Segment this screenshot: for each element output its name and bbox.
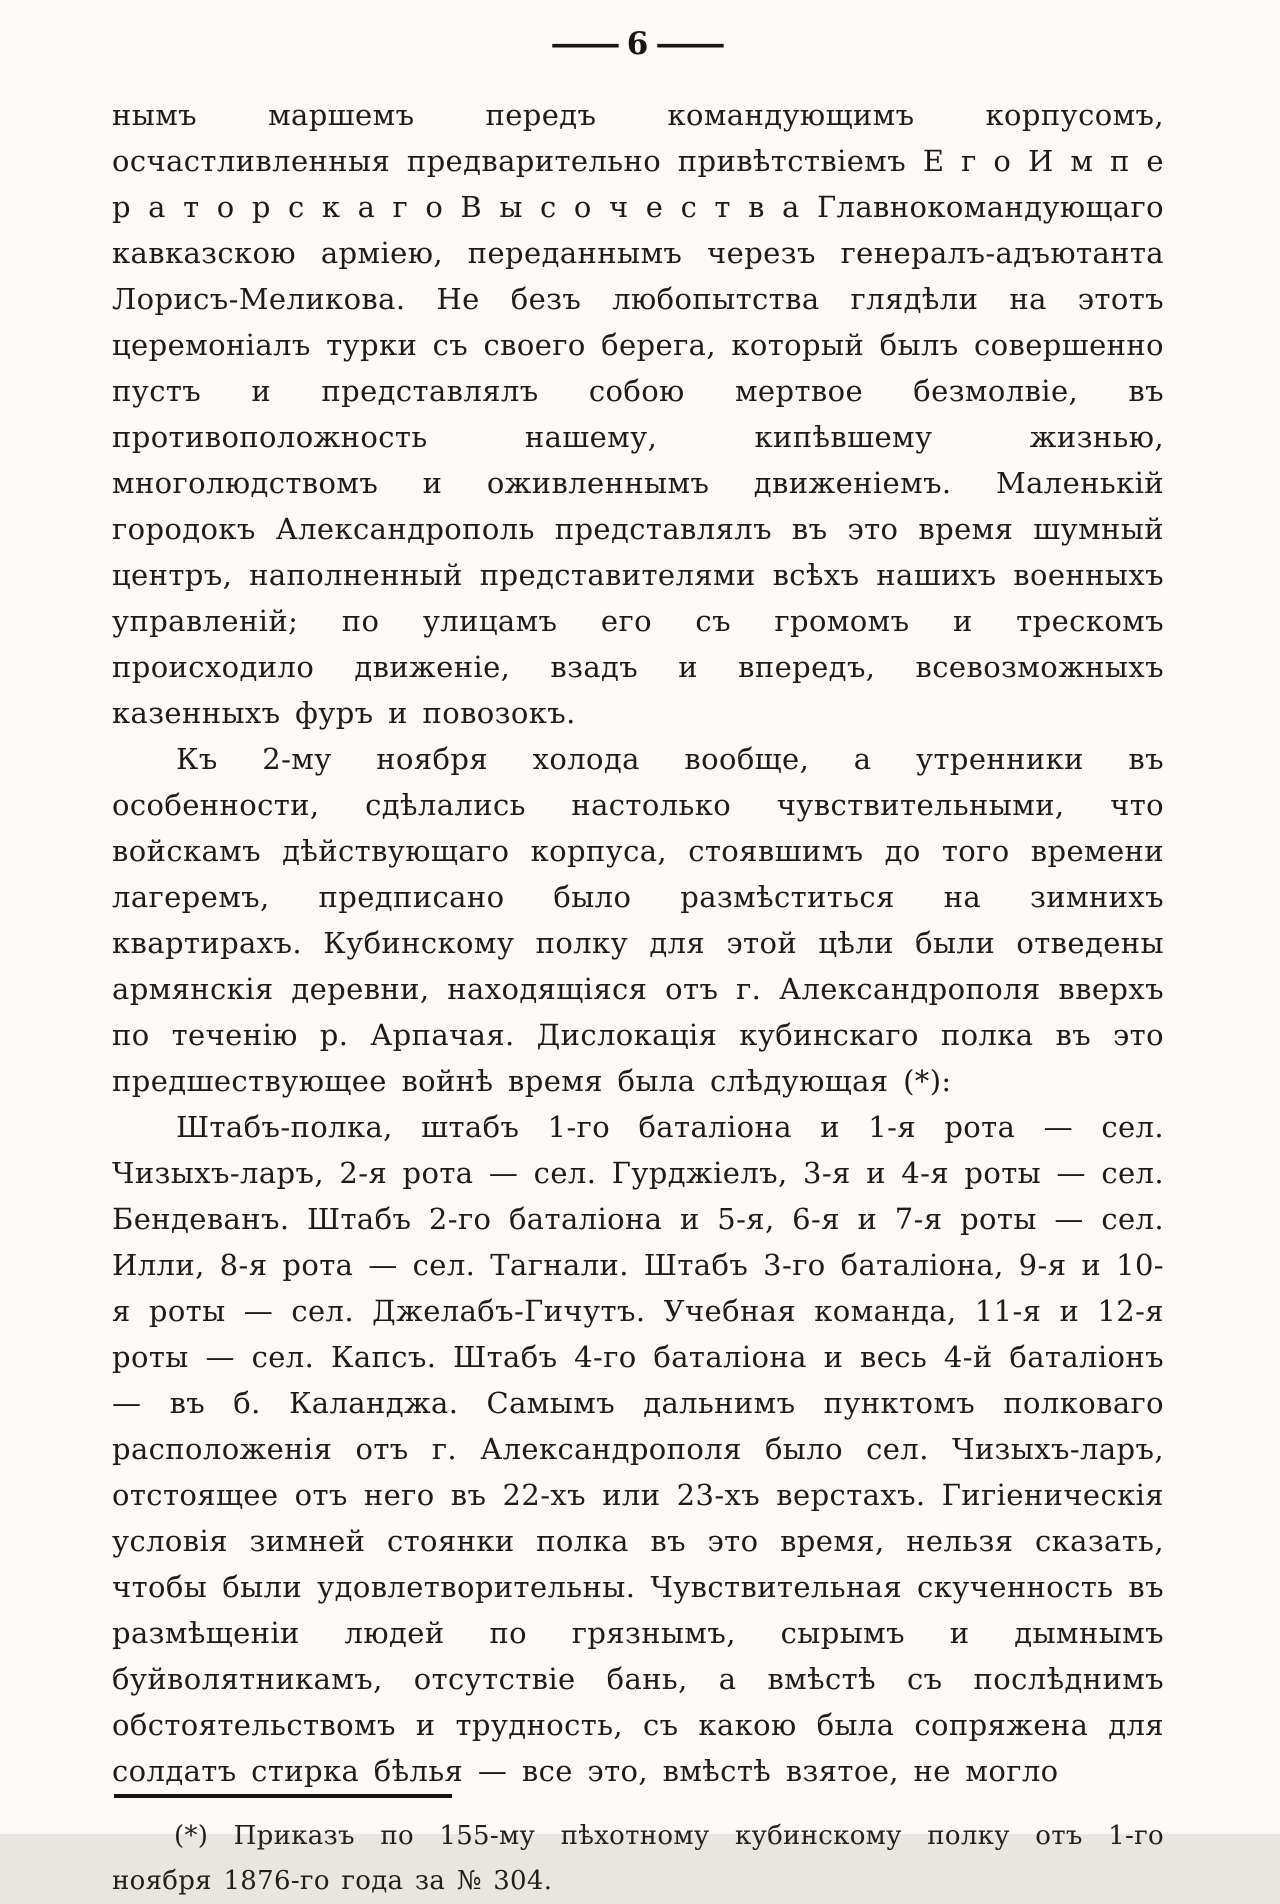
footnote-section: [112, 1794, 1164, 1904]
paragraph-november: Къ 2-му ноября холода вообще, а утренники въ особенности, сдѣлались настолько чувствительными, что войскамъ дѣйствующаго корпуса, стоявшимъ до того времени лагеремъ, предписано было размѣститься на зимнихъ квартирахъ. Кубинскому полку для этой цѣли были отведены армянскія деревни, находящіяся отъ г. Александрополя вверхъ по теченію р. Арпачая. Дислокація кубинскаго полка въ это предшествующее войнѣ время была слѣдующая (*):: [112, 742, 1164, 1098]
header-dash-right: —: [653, 26, 728, 62]
footnote-divider: [114, 1794, 452, 1798]
page-header: [112, 26, 1164, 62]
paragraph-continuation: нымъ маршемъ передъ командующимъ корпусомъ, осчастливленныя предварительно привѣтствіемъ Е г о И м п е р а т о р с к а г о В ы с о ч е с т в а Главнокомандующаго кавказскою арміею, переданнымъ черезъ генералъ-адъютанта Лорисъ-Меликова. Не безъ любопытства глядѣли на этотъ церемоніалъ турки съ своего берега, который былъ совершенно пустъ и представлялъ собою мертвое безмолвіе, въ противоположность нашему, кипѣвшему жизнью, многолюдствомъ и оживленнымъ движеніемъ. Маленькій городокъ Александрополь представлялъ въ это время шумный центръ, наполненный представителями всѣхъ нашихъ военныхъ управленій; по улицамъ его съ громомъ и трескомъ происходило движеніе, взадъ и впередъ, всевозможныхъ казенныхъ фуръ и повозокъ.: [112, 98, 1164, 730]
footnote-text: (*) Приказъ по 155-му пѣхотному кубинскому полку отъ 1-го ноября 1876-го года за № 304.: [112, 1821, 1164, 1896]
body-text-block: [112, 92, 1164, 1794]
page-number: 6: [626, 26, 650, 62]
paragraph-dislocation: Штабъ-полка, штабъ 1-го баталіона и 1-я рота — сел. Чизыхъ-ларъ, 2-я рота — сел. Гурджіелъ, 3-я и 4-я роты — сел. Бендеванъ. Штабъ 2-го баталіона и 5-я, 6-я и 7-я роты — сел. Илли, 8-я рота — сел. Тагнали. Штабъ 3-го баталіона, 9-я и 10-я роты — сел. Джелабъ-Гичутъ. Учебная команда, 11-я и 12-я роты — сел. Капсъ. Штабъ 4-го баталіона и весь 4-й баталіонъ — въ б. Каланджа. Самымъ дальнимъ пунктомъ полковаго расположенія отъ г. Александрополя было сел. Чизыхъ-ларъ, отстоящее отъ него въ 22-хъ или 23-хъ верстахъ. Гигіеническія условія зимней стоянки полка въ это время, нельзя сказать, чтобы были удовлетворительны. Чувствительная скученность въ размѣщеніи людей по грязнымъ, сырымъ и дымнымъ буйволятникамъ, отсутствіе бань, а вмѣстѣ съ послѣднимъ обстоятельствомъ и трудность, съ какою была сопряжена для солдатъ стирка бѣлья — все это, вмѣстѣ взятое, не могло: [112, 1110, 1164, 1788]
header-dash-left: —: [548, 26, 623, 62]
